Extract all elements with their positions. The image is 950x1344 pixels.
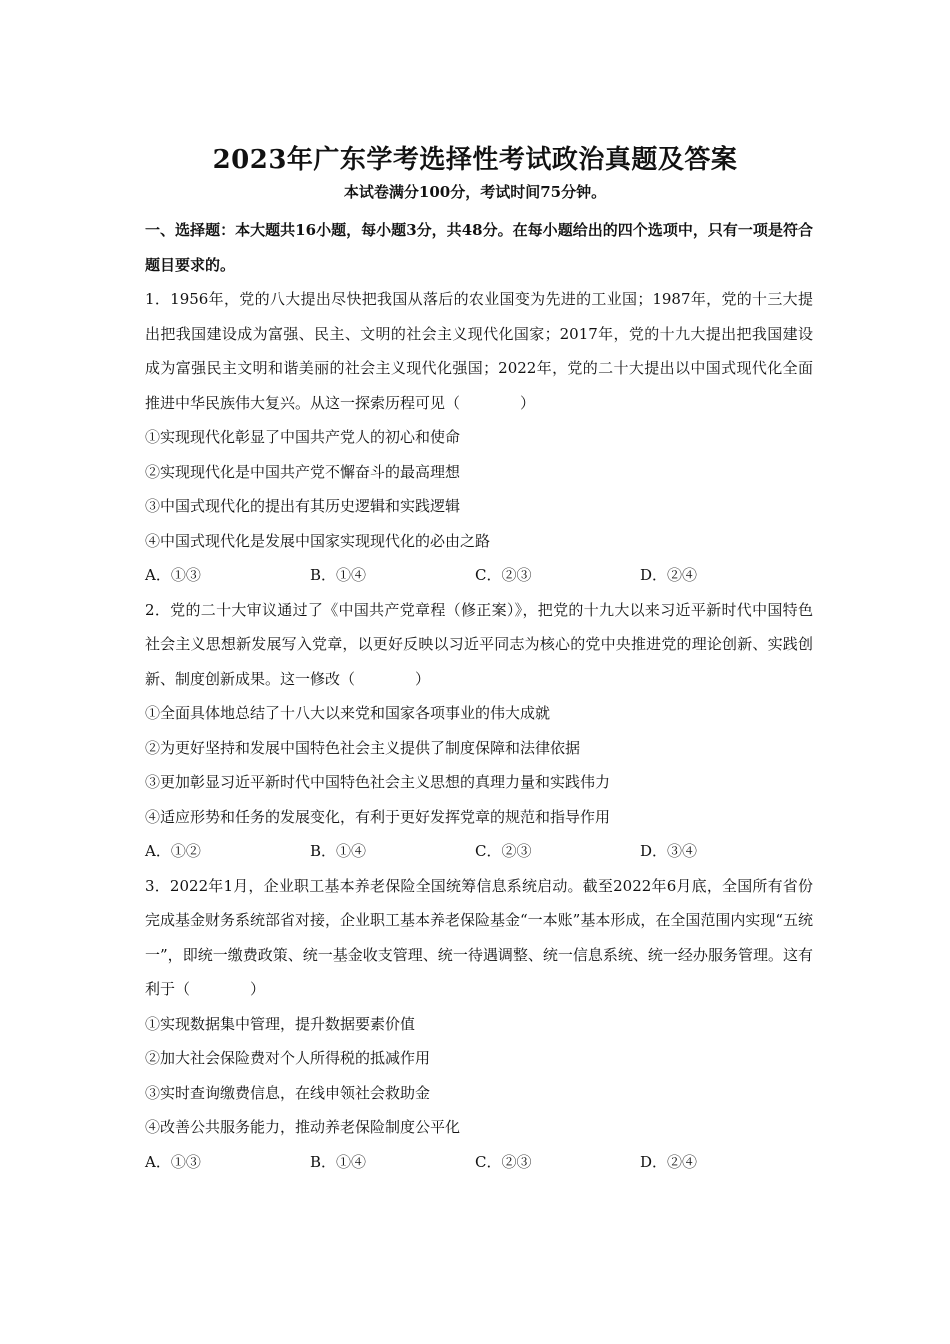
exam-content	[145, 213, 813, 1179]
statement-1: ①全面具体地总结了十八大以来党和国家各项事业的伟大成就	[145, 704, 551, 722]
answer-choices	[145, 1145, 813, 1180]
statement-4: ④改善公共服务能力，推动养老保险制度公平化	[145, 1118, 461, 1136]
answer-choices	[145, 558, 813, 593]
section-heading: 一、选择题：本大题共16小题，每小题3分，共48分。在每小题给出的四个选项中，只有一项是符合题目要求的。	[145, 221, 813, 274]
question-stem: 1．1956年，党的八大提出尽快把我国从落后的农业国变为先进的工业国；1987年，党的十三大提出把我国建设成为富强、民主、文明的社会主义现代化国家；2017年，党的十九大提出把我国建设成为富强民主文明和谐美丽的社会主义现代化强国；2022年，党的二十大提出以中国式现代化全面推进中华民族伟大复兴。从这一探索历程可见（ ）	[145, 290, 813, 412]
exam-info: 本试卷满分100分，考试时间75分钟。	[343, 183, 607, 201]
exam-title: 2023年广东学考选择性考试政治真题及答案	[212, 145, 738, 176]
statement-2: ②为更好坚持和发展中国特色社会主义提供了制度保障和法律依据	[145, 738, 581, 757]
question-3	[145, 869, 813, 1180]
statement-3: ③中国式现代化的提出有其历史逻辑和实践逻辑	[145, 497, 461, 515]
choice-b: B．①④	[310, 566, 367, 584]
choice-d: D．③④	[640, 842, 698, 860]
choice-d: D．②④	[640, 566, 698, 584]
choice-c: C．②③	[475, 842, 532, 860]
choice-b: B．①④	[310, 1152, 367, 1171]
question-stem: 2．党的二十大审议通过了《中国共产党章程（修正案）》，把党的十九大以来习近平新时代中国特色社会主义思想新发展写入党章，以更好反映以习近平同志为核心的党中央推进党的理论创新、实践创新、制度创新成果。这一修改（ ）	[145, 600, 813, 688]
statement-4: ④适应形势和任务的发展变化，有利于更好发挥党章的规范和指导作用	[145, 807, 611, 826]
question-1	[145, 282, 813, 593]
choice-a: A．①③	[145, 566, 201, 584]
choice-a: A．①②	[145, 842, 201, 860]
choice-c: C．②③	[475, 1152, 532, 1171]
choice-b: B．①④	[310, 842, 367, 860]
question-2	[145, 593, 813, 869]
statement-3: ③更加彰显习近平新时代中国特色社会主义思想的真理力量和实践伟力	[145, 773, 611, 791]
choice-d: D．②④	[640, 1152, 698, 1171]
statement-3: ③实时查询缴费信息，在线申领社会救助金	[145, 1083, 431, 1102]
answer-choices	[145, 834, 813, 869]
statement-4: ④中国式现代化是发展中国家实现现代化的必由之路	[145, 531, 491, 550]
statement-2: ②实现现代化是中国共产党不懈奋斗的最高理想	[145, 462, 461, 481]
choice-a: A．①③	[145, 1152, 201, 1171]
question-stem: 3．2022年1月，企业职工基本养老保险全国统筹信息系统启动。截至2022年6月底，全国所有省份完成基金财务系统部省对接，企业职工基本养老保险基金“一本账”基本形成，在全国范围内实现“五统一”，即统一缴费政策、统一基金收支管理、统一待遇调整、统一信息系统、统一经办服务管理。这有利于（ ）	[145, 876, 814, 998]
statement-2: ②加大社会保险费对个人所得税的抵减作用	[145, 1049, 431, 1067]
statement-1: ①实现现代化彰显了中国共产党人的初心和使命	[145, 428, 461, 446]
choice-c: C．②③	[475, 566, 532, 584]
statement-1: ①实现数据集中管理，提升数据要素价值	[145, 1014, 416, 1033]
